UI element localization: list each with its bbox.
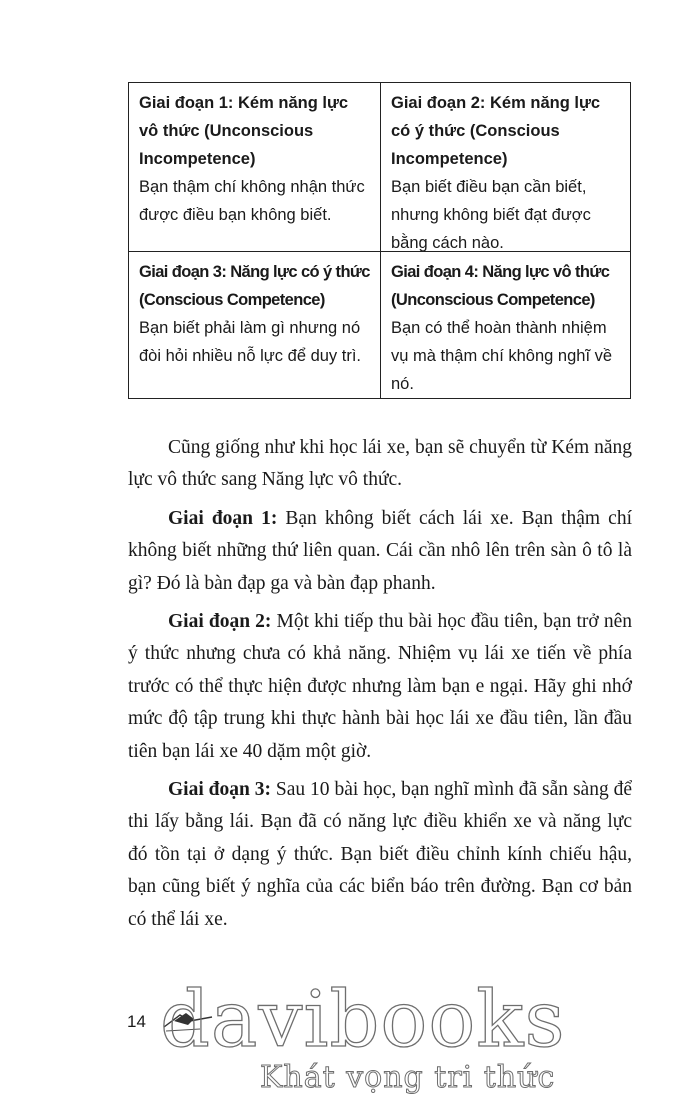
paragraph-text: Sau 10 bài học, bạn nghĩ mình đã sẵn sàng để thi lấy bằng lái. Bạn đã có năng lực điều khiển xe và năng lực đó tồn tại ở dạng ý thức. Bạn biết điều chỉnh kính chiếu hậu, bạn cũng biết ý nghĩa của các biển báo trên đường. Bạn cơ bản có thể lái xe. <box>128 779 633 930</box>
paragraph-stage-2 <box>128 606 632 768</box>
stage-3-title: Giai đoạn 3: Năng lực có ý thức (Conscious Competence) <box>139 263 370 309</box>
stage-4-description: Bạn có thể hoàn thành nhiệm vụ mà thậm chí không nghĩ về nó. <box>391 319 613 393</box>
page-number: 14 <box>127 1012 146 1031</box>
watermark-brand: davibooks <box>160 975 566 1065</box>
watermark-slogan: Khát vọng tri thức <box>260 1060 556 1095</box>
stage-1-title: Giai đoạn 1: Kém năng lực vô thức (Unconscious Incompetence) <box>139 94 349 168</box>
stage-4-cell <box>380 251 630 398</box>
watermark <box>150 975 570 1095</box>
paragraph-text: Bạn không biết cách lái xe. Bạn thậm chí không biết những thứ liên quan. Cái cần nhô lên trên sàn ô tô là gì? Đó là bàn đạp ga và bàn đạp phanh. <box>128 507 632 594</box>
stage-2-title: Giai đoạn 2: Kém năng lực có ý thức (Conscious Incompetence) <box>391 94 601 168</box>
stages-table <box>128 82 631 399</box>
paragraph-label: Giai đoạn 2: <box>168 611 272 633</box>
book-logo-icon <box>160 1005 216 1035</box>
paragraph-text: Một khi tiếp thu bài học đầu tiên, bạn trở nên ý thức nhưng chưa có khả năng. Nhiệm vụ lái xe tiến về phía trước có thể thực hiện được nhưng làm bạn e ngại. Hãy ghi nhớ mức độ tập trung khi thực hành bài học lái xe đầu tiên, lần đầu tiên bạn lái xe 40 dặm một giờ. <box>128 611 633 762</box>
intro-paragraph: Cũng giống như khi học lái xe, bạn sẽ chuyển từ Kém năng lực vô thức sang Năng lực vô thức. <box>128 437 632 491</box>
stage-3-description: Bạn biết phải làm gì nhưng nó đòi hỏi nhiều nỗ lực để duy trì. <box>139 319 362 365</box>
stage-1-description: Bạn thậm chí không nhận thức được điều bạn không biết. <box>139 178 365 224</box>
paragraph-label: Giai đoạn 1: <box>168 507 278 529</box>
body-text <box>128 432 632 942</box>
paragraph-stage-1 <box>128 503 632 600</box>
paragraph-label: Giai đoạn 3: <box>168 779 271 801</box>
stage-4-title: Giai đoạn 4: Năng lực vô thức (Unconscious Competence) <box>391 263 610 309</box>
stage-3-cell <box>129 251 380 398</box>
stage-2-cell <box>380 83 630 251</box>
stage-1-cell <box>129 83 380 251</box>
stage-2-description: Bạn biết điều bạn cần biết, nhưng không biết đạt được bằng cách nào. <box>391 178 591 252</box>
paragraph-stage-3 <box>128 774 632 936</box>
